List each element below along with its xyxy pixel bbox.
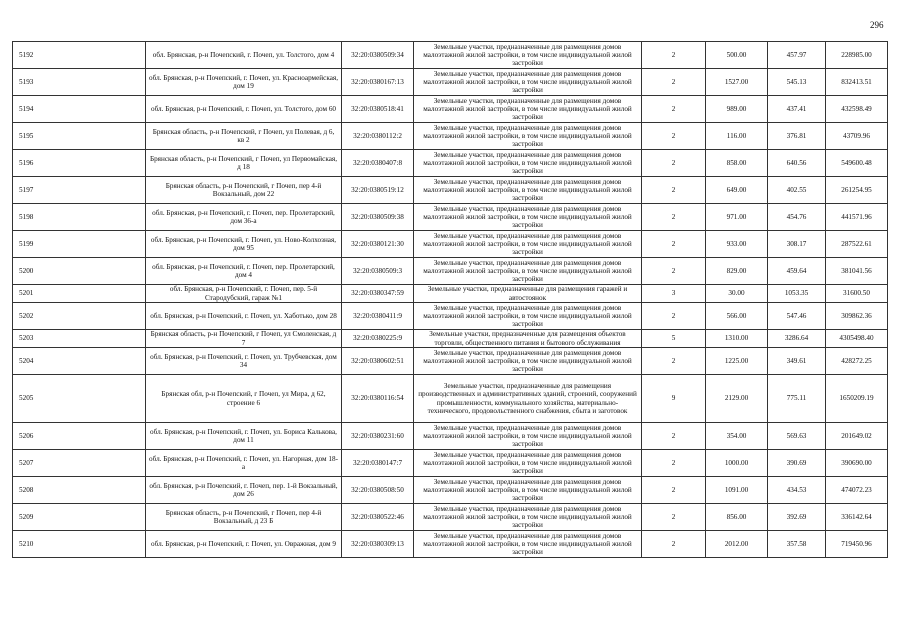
land-use-cell: Земельные участки, предназначенные для размещения гаражей и автостоянок [414,285,642,303]
table-row [13,450,888,477]
land-use-cell: Земельные участки, предназначенные для размещения домов малоэтажной жилой застройки, в том числе индивидуальной жилой застройки [414,96,642,123]
land-use-cell: Земельные участки, предназначенные для размещения домов малоэтажной жилой застройки, в том числе индивидуальной жилой застройки [414,450,642,477]
cadastral-value-cell: 1650209.19 [826,375,888,423]
row-number-cell: 5198 [13,204,146,231]
cadastral-number-cell: 32:20:0380347:59 [342,285,414,303]
address-cell: обл. Брянская, р-н Почепский, г. Почеп, ул. Овражная, дом 9 [146,531,342,558]
cadastral-value-cell: 228985.00 [826,42,888,69]
table-row [13,348,888,375]
cadastral-value-cell: 432598.49 [826,96,888,123]
area-cell: 30.00 [706,285,768,303]
land-use-cell: Земельные участки, предназначенные для размещения домов малоэтажной жилой застройки, в том числе индивидуальной жилой застройки [414,531,642,558]
cadastral-value-cell: 336142.64 [826,504,888,531]
group-cell: 2 [642,231,706,258]
address-cell: обл. Брянская, р-н Почепский, г. Почеп, ул. Трубчевская, дом 34 [146,348,342,375]
cadastral-value-cell: 441571.96 [826,204,888,231]
land-use-cell: Земельные участки, предназначенные для размещения домов малоэтажной жилой застройки, в том числе индивидуальной жилой застройки [414,177,642,204]
cadastral-value-cell: 381041.56 [826,258,888,285]
group-cell: 2 [642,69,706,96]
cadastral-number-cell: 32:20:0380602:51 [342,348,414,375]
land-use-cell: Земельные участки, предназначенные для размещения домов малоэтажной жилой застройки, в том числе индивидуальной жилой застройки [414,69,642,96]
cadastral-value-cell: 719450.96 [826,531,888,558]
land-use-cell: Земельные участки, предназначенные для размещения домов малоэтажной жилой застройки, в том числе индивидуальной жилой застройки [414,477,642,504]
area-cell: 856.00 [706,504,768,531]
specific-value-cell: 308.17 [768,231,826,258]
table-row [13,375,888,423]
specific-value-cell: 459.64 [768,258,826,285]
specific-value-cell: 437.41 [768,96,826,123]
cadastral-value-cell: 428272.25 [826,348,888,375]
cadastral-value-cell: 549600.48 [826,150,888,177]
row-number-cell: 5197 [13,177,146,204]
area-cell: 500.00 [706,42,768,69]
row-number-cell: 5196 [13,150,146,177]
address-cell: обл. Брянская, р-н Почепский, г. Почеп, пер. Пролетарский, дом 4 [146,258,342,285]
table-row [13,477,888,504]
address-cell: обл. Брянская, р-н Почепский, г. Почеп, пер. Пролетарский, дом 36-а [146,204,342,231]
cadastral-number-cell: 32:20:0380509:34 [342,42,414,69]
group-cell: 2 [642,477,706,504]
area-cell: 649.00 [706,177,768,204]
cadastral-number-cell: 32:20:0380509:3 [342,258,414,285]
row-number-cell: 5199 [13,231,146,258]
land-use-cell: Земельные участки, предназначенные для размещения объектов торговли, общественного питания и бытового обслуживания [414,330,642,348]
cadastral-value-cell: 201649.02 [826,423,888,450]
specific-value-cell: 775.11 [768,375,826,423]
area-cell: 1310.00 [706,330,768,348]
table-row [13,285,888,303]
specific-value-cell: 376.81 [768,123,826,150]
specific-value-cell: 1053.35 [768,285,826,303]
address-cell: Брянская область, р-н Почепский, г Почеп, ул Первомайская, д 18 [146,150,342,177]
address-cell: обл. Брянская, р-н Почепский, г. Почеп, ул. Хаботько, дом 28 [146,303,342,330]
area-cell: 1091.00 [706,477,768,504]
row-number-cell: 5210 [13,531,146,558]
row-number-cell: 5192 [13,42,146,69]
cadastral-value-cell: 287522.61 [826,231,888,258]
table-row [13,177,888,204]
table-row [13,150,888,177]
group-cell: 2 [642,450,706,477]
area-cell: 858.00 [706,150,768,177]
address-cell: Брянская область, р-н Почепский, г Почеп, ул Смоленская, д 7 [146,330,342,348]
table-row [13,69,888,96]
table-row [13,531,888,558]
cadastral-value-cell: 309862.36 [826,303,888,330]
row-number-cell: 5202 [13,303,146,330]
cadastral-value-cell: 43709.96 [826,123,888,150]
table-row [13,96,888,123]
area-cell: 971.00 [706,204,768,231]
cadastral-value-cell: 261254.95 [826,177,888,204]
specific-value-cell: 392.69 [768,504,826,531]
row-number-cell: 5208 [13,477,146,504]
land-use-cell: Земельные участки, предназначенные для размещения домов малоэтажной жилой застройки, в том числе индивидуальной жилой застройки [414,423,642,450]
area-cell: 354.00 [706,423,768,450]
land-use-cell: Земельные участки, предназначенные для размещения домов малоэтажной жилой застройки, в том числе индивидуальной жилой застройки [414,231,642,258]
cadastral-number-cell: 32:20:0380508:50 [342,477,414,504]
cadastral-value-cell: 474072.23 [826,477,888,504]
specific-value-cell: 3286.64 [768,330,826,348]
address-cell: обл. Брянская, р-н Почепский, г. Почеп, ул. Нагорная, дом 18-а [146,450,342,477]
specific-value-cell: 349.61 [768,348,826,375]
table-row [13,330,888,348]
table-row [13,123,888,150]
address-cell: обл. Брянская, р-н Почепский, г. Почеп, ул. Бориса Калькова, дом 11 [146,423,342,450]
cadastral-number-cell: 32:20:0380309:13 [342,531,414,558]
table-row [13,204,888,231]
cadastral-value-cell: 832413.51 [826,69,888,96]
specific-value-cell: 640.56 [768,150,826,177]
row-number-cell: 5195 [13,123,146,150]
cadastral-number-cell: 32:20:0380509:38 [342,204,414,231]
land-use-cell: Земельные участки, предназначенные для размещения домов малоэтажной жилой застройки, в том числе индивидуальной жилой застройки [414,150,642,177]
land-use-cell: Земельные участки, предназначенные для размещения домов малоэтажной жилой застройки, в том числе индивидуальной жилой застройки [414,348,642,375]
cadastral-number-cell: 32:20:0380407:8 [342,150,414,177]
address-cell: Брянская область, р-н Почепский, г Почеп, пер 4-й Вокзальный, д 23 Б [146,504,342,531]
area-cell: 2012.00 [706,531,768,558]
address-cell: обл. Брянская, р-н Почепский, г. Почеп, пер. 5-й Стародубский, гараж №1 [146,285,342,303]
cadastral-number-cell: 32:20:0380518:41 [342,96,414,123]
table-row [13,42,888,69]
group-cell: 2 [642,177,706,204]
land-use-cell: Земельные участки, предназначенные для размещения домов малоэтажной жилой застройки, в том числе индивидуальной жилой застройки [414,42,642,69]
area-cell: 116.00 [706,123,768,150]
group-cell: 2 [642,96,706,123]
cadastral-number-cell: 32:20:0380519:12 [342,177,414,204]
cadastral-value-cell: 31600.50 [826,285,888,303]
land-use-cell: Земельные участки, предназначенные для размещения домов малоэтажной жилой застройки, в том числе индивидуальной жилой застройки [414,504,642,531]
address-cell: обл. Брянская, р-н Почепский, г. Почеп, ул. Ново-Колхозная, дом 95 [146,231,342,258]
table-row [13,504,888,531]
table-row [13,258,888,285]
cadastral-value-cell: 390690.00 [826,450,888,477]
address-cell: обл. Брянская, р-н Почепский, г. Почеп, пер. 1-й Вокзальный, дом 26 [146,477,342,504]
table-body [13,42,888,558]
specific-value-cell: 357.58 [768,531,826,558]
row-number-cell: 5193 [13,69,146,96]
address-cell: Брянская обл, р-н Почепский, г Почеп, ул Мира, д 62, строение 6 [146,375,342,423]
area-cell: 933.00 [706,231,768,258]
cadastral-number-cell: 32:20:0380225:9 [342,330,414,348]
group-cell: 2 [642,258,706,285]
address-cell: обл. Брянская, р-н Почепский, г. Почеп, ул. Толстого, дом 60 [146,96,342,123]
row-number-cell: 5203 [13,330,146,348]
address-cell: обл. Брянская, р-н Почепский, г. Почеп, ул. Красноармейская, дом 19 [146,69,342,96]
page-number: 296 [870,20,884,30]
cadastral-number-cell: 32:20:0380147:7 [342,450,414,477]
row-number-cell: 5201 [13,285,146,303]
cadastral-number-cell: 32:20:0380116:54 [342,375,414,423]
specific-value-cell: 434.53 [768,477,826,504]
group-cell: 2 [642,42,706,69]
area-cell: 1527.00 [706,69,768,96]
row-number-cell: 5194 [13,96,146,123]
area-cell: 1225.00 [706,348,768,375]
cadastral-number-cell: 32:20:0380112:2 [342,123,414,150]
area-cell: 989.00 [706,96,768,123]
cadastral-value-table [12,41,888,558]
group-cell: 3 [642,285,706,303]
area-cell: 1000.00 [706,450,768,477]
area-cell: 2129.00 [706,375,768,423]
group-cell: 2 [642,504,706,531]
cadastral-number-cell: 32:20:0380121:30 [342,231,414,258]
land-use-cell: Земельные участки, предназначенные для размещения домов малоэтажной жилой застройки, в том числе индивидуальной жилой застройки [414,123,642,150]
specific-value-cell: 402.55 [768,177,826,204]
row-number-cell: 5205 [13,375,146,423]
group-cell: 2 [642,423,706,450]
cadastral-value-cell: 4305498.40 [826,330,888,348]
row-number-cell: 5206 [13,423,146,450]
group-cell: 2 [642,150,706,177]
row-number-cell: 5209 [13,504,146,531]
area-cell: 566.00 [706,303,768,330]
row-number-cell: 5207 [13,450,146,477]
row-number-cell: 5200 [13,258,146,285]
cadastral-number-cell: 32:20:0380411:9 [342,303,414,330]
area-cell: 829.00 [706,258,768,285]
land-use-cell: Земельные участки, предназначенные для размещения домов малоэтажной жилой застройки, в том числе индивидуальной жилой застройки [414,204,642,231]
group-cell: 2 [642,531,706,558]
specific-value-cell: 547.46 [768,303,826,330]
cadastral-number-cell: 32:20:0380231:60 [342,423,414,450]
cadastral-number-cell: 32:20:0380522:46 [342,504,414,531]
land-use-cell: Земельные участки, предназначенные для размещения производственных и административных зданий, строений, сооружений промышленности, коммунального хозяйства, материально-технического, продовольственного снабжения, сбыта и заготовок [414,375,642,423]
group-cell: 5 [642,330,706,348]
table-row [13,231,888,258]
table-row [13,423,888,450]
group-cell: 2 [642,123,706,150]
row-number-cell: 5204 [13,348,146,375]
specific-value-cell: 390.69 [768,450,826,477]
group-cell: 2 [642,204,706,231]
address-cell: обл. Брянская, р-н Почепский, г. Почеп, ул. Толстого, дом 4 [146,42,342,69]
specific-value-cell: 457.97 [768,42,826,69]
specific-value-cell: 454.76 [768,204,826,231]
table-row [13,303,888,330]
group-cell: 9 [642,375,706,423]
cadastral-number-cell: 32:20:0380167:13 [342,69,414,96]
land-use-cell: Земельные участки, предназначенные для размещения домов малоэтажной жилой застройки, в том числе индивидуальной жилой застройки [414,303,642,330]
group-cell: 2 [642,303,706,330]
specific-value-cell: 545.13 [768,69,826,96]
land-use-cell: Земельные участки, предназначенные для размещения домов малоэтажной жилой застройки, в том числе индивидуальной жилой застройки [414,258,642,285]
specific-value-cell: 569.63 [768,423,826,450]
address-cell: Брянская область, р-н Почепский, г Почеп, пер 4-й Вокзальный, дом 22 [146,177,342,204]
group-cell: 2 [642,348,706,375]
address-cell: Брянская область, р-н Почепский, г Почеп, ул Полевая, д 6, кв 2 [146,123,342,150]
